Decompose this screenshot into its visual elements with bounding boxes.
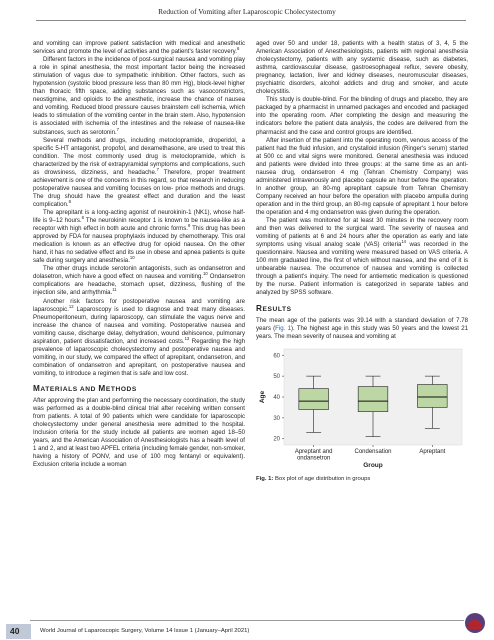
running-head: Reduction of Vomiting after Laparoscopic Cholecystectomy — [158, 7, 336, 16]
paragraph-text: The patient was monitored for at least 30 minutes in the recovery room and then was delivered to the surgical ward. The severity of nausea and vomiting of patients at 6 and 24 hours after the operation as early and late symptoms using visual analog scale (VAS) criteria — [256, 217, 468, 249]
heading-smallcaps: ATERIALS AND — [40, 385, 99, 393]
header-rule — [36, 20, 466, 21]
paragraph — [256, 40, 468, 96]
x-tick-label: Condensation — [354, 448, 392, 455]
x-axis-label: Group — [363, 461, 383, 469]
paragraph — [33, 56, 245, 136]
y-tick-label: 50 — [273, 373, 280, 380]
citation: 10 — [129, 255, 135, 261]
paragraph-text: Regarding the high prevalence of laparoscopic cholecystectomy and postoperative nausea and vomiting, in our study, we compared the effect of aprepitant, ondansetron, and combination of ondansetron and aprepitant, on postoperative nausea and vomiting, to introduce a regimen that is safe and low cost. — [33, 337, 245, 377]
caption-text: Box plot of age distribution in groups — [273, 475, 371, 482]
paragraph-text: The neurokinin receptor 1 is known to be nausea-like as a receptor with high effect in both acute and chronic forms. — [33, 217, 245, 233]
paragraph — [256, 96, 468, 136]
paragraph-text: Another risk factors for postoperative nausea and vomiting are laparoscopic. — [33, 297, 245, 313]
paragraph-text: Several methods and drugs, including metoclopramide, droperidol, a specific 5-HT antagonist, propofol, and dexamethasone, are used to treat this condition. The most commonly used drug is metoclopramide, which is characterized by the risk of extrapyramidal symptoms and complications, such as drowsiness, dizziness, and headache. — [33, 136, 245, 176]
citation: 10 — [203, 271, 208, 277]
paragraph — [33, 265, 245, 297]
section-heading-methods — [33, 385, 245, 394]
citation: 7 — [116, 126, 120, 132]
box — [418, 384, 448, 407]
y-tick-label: 40 — [273, 394, 280, 401]
paragraph-text: and vomiting can improve patient satisfaction with medical and anesthetic services and promote the level of activities and the patient's faster recovery. — [33, 40, 245, 56]
paragraph-text: After insertion of the patient into the operating room, venous access of the patient had the fluid infusion, and crystalloid infusion (Ringer's serum) started at 500 cc and vital signs were monitored. General anesthesia was induced and patients were divided into three groups: at the same time as an anti-nausea drug, ondansetron 4 mg (Tehran Chemistry Company) was administered intravenously and placebo capsule an hour before the operation. In another group, an 80-mg aprepitant capsule from Tehran Chemistry Company received an hour before the operation with placebo ampulla during operation and in the third group, an 80-mg capsule of aprepitant 1 hour before the operation and 4 mg ondansetron was given during the operation. — [256, 136, 468, 216]
paragraph-text: Different factors in the incidence of post-surgical nausea and vomiting play a role in spinal anesthesia, the most important factor being the increased stimulation of vagus due to sympathetic inhibition. Other factors, such as hypotension (systolic blood pressure less than 80 mm Hg), block-level higher than thoracic fifth space, adding substances such as vasoconstrictors, neostigmine, and opioids to the anesthetic, increase the chance of nausea and vomiting. Reduced blood pressure causes brainstem cell ischemia, which leads to stimulation of the vomiting center in the brain stem. Also, hypotension is associated with ischemia of the intestines and the release of nausea-like substances, such as serotonin. — [33, 56, 245, 136]
journal-citation: World Journal of Laparoscopic Surgery, Volume 14 Issue 1 (January–April 2021) — [40, 628, 250, 634]
publisher-logo-icon — [462, 611, 488, 635]
y-tick-label: 20 — [273, 436, 280, 443]
x-tick-label: Apreptant and — [294, 448, 333, 455]
paragraph — [33, 397, 245, 469]
heading-cap: M — [33, 383, 41, 393]
citation: 13 — [184, 335, 190, 341]
citation: 6 — [236, 46, 240, 52]
heading-cap: R — [256, 303, 263, 313]
paragraph — [33, 298, 245, 378]
paragraph-text: ). The highest age in this study was 50 years and the lowest 21 years. The mean severity of nausea and vomiting at — [256, 324, 468, 340]
paragraph-text: After approving the plan and performing the necessary coordination, the study was performed as a double-blind clinical trial after receiving written consent from patients. A total of 90 patients which were candidate for laparoscopic cholecystectomy under general anesthesia were admitted to the hospital. Inclusion criteria for the study include all patients are women aged 18–50 years, and the American Association of Anesthesiologists has a health level of 1 and 2, and at least two APFEL criteria (including female gender, non-smoker, having a history of PONV, and use of 100 mcg fentanyl or equivalent). Exclusion criteria include a woman — [33, 397, 245, 469]
section-heading-results — [256, 305, 468, 314]
paragraph-text: The mean age of the patients was 39.14 with a standard deviation of 7.78 years ( — [256, 316, 468, 332]
figure-1 — [256, 345, 468, 473]
y-axis-label: Age — [259, 390, 266, 403]
left-column — [33, 40, 245, 469]
citation: 8 — [81, 215, 84, 220]
figure-link[interactable]: Fig. 1 — [275, 324, 291, 332]
page-number: 40 — [10, 626, 20, 636]
y-tick-label: 30 — [273, 415, 280, 422]
citation: 7 — [156, 166, 159, 172]
paragraph — [256, 317, 468, 341]
box — [299, 388, 329, 409]
paragraph — [33, 137, 245, 209]
citation: 14 — [401, 239, 407, 245]
heading-cap: M — [98, 383, 106, 393]
x-tick-label: ondansetron — [296, 455, 331, 462]
heading-smallcaps: ETHODS — [105, 385, 137, 393]
paragraph-text: The aprepitant is a long-acting agonist of neurokinin-1 (NK1), whose half-life is 9–12 hours. — [33, 208, 245, 225]
citation: 12 — [68, 303, 74, 309]
paragraph-text: Laparoscopy is used to diagnose and treat many diseases. Pneumoperitoneum, during laparoscopy, can stimulate the vagus nerve and increase the chance of nausea and vomiting. Postoperative nausea and vomiting cause, discharge delay, dehydration, wound dehiscence, pulmonary aspiration, patient dissatisfaction, and increased costs. — [33, 305, 245, 345]
paragraph-text: aged over 50 and under 18, patients with a health status of 3, 4, 5 the American Association of Anesthesiologists, patients with regional anesthesia cholecystectomy, patients with any systemic disease, such as diabetes, asthma, cardiovascular disease, gastroesophageal reflux, severe obesity, pregnancy, lactation, liver and kidney diseases, neuromuscular diseases, psychiatric disorders, alcohol addicts and drug and smoker, and acute cholecystitis. — [256, 40, 468, 96]
paragraph-text: This study is double-blind. For the blinding of drugs and placebo, they are packaged by a pharmacist in unnamed packages and encoded and packaged into the operating room. After completing the design and measuring the indicators before the patient data analysis, the codes are delivered from the pharmacist and the case and control groups are identified. — [256, 96, 468, 136]
heading-smallcaps: ESULTS — [262, 305, 292, 313]
paragraph-text: Therefore, proper treatment achievement is one of the concerns in this regard, so that research in reducing postoperative nausea and vomiting focuses on low- price methods and drugs. The drug should have the greatest effect and duration and the least complication. — [33, 168, 245, 208]
paragraph-text: This drug has been approved by FDA for nausea prophylaxis induced by chemotherapy. This oral medication is known as an effective drug for opioid nausea. On the other hand, it has no sedative effect and its use in obese and apnea patients is quite safe during surgery and anesthesia. — [33, 225, 245, 265]
x-tick-label: Apreptant — [419, 448, 446, 455]
box — [358, 386, 388, 411]
paragraph-text: Ondansetron complications are headache, stomach upset, dizziness, flushing of the injection site, and arrhythmia. — [33, 273, 245, 297]
paragraph — [33, 209, 245, 265]
boxplot-chart — [256, 345, 468, 473]
figure-caption — [256, 475, 468, 483]
right-column — [256, 40, 468, 483]
paragraph — [33, 40, 245, 56]
footer — [0, 610, 494, 640]
y-tick-label: 60 — [273, 352, 280, 359]
paragraph — [256, 217, 468, 297]
paragraph — [256, 137, 468, 217]
paragraph-text: was recorded in the questionnaire. Nausea and vomiting were measured based on VAS criteria. A 100 mm graduated line, the first of which without nausea, and the end of it is unbearable nausea. The occurrence of nausea and vomiting is collected through a patient's inquiry. The need for antiemetic medication is questioned by the nurse. Patient information is categorized in separate tables and analyzed by SPSS software. — [256, 241, 468, 297]
caption-label: Fig. 1: — [256, 475, 274, 482]
footer-rule — [30, 620, 464, 621]
citation: 11 — [112, 287, 117, 293]
citation: 8 — [68, 198, 71, 204]
paragraph-text: The other drugs include serotonin antagonists, such as ondansetron and dolasetron, which have a good effect on nausea and vomiting. — [33, 265, 245, 281]
citation: 9 — [188, 223, 191, 229]
